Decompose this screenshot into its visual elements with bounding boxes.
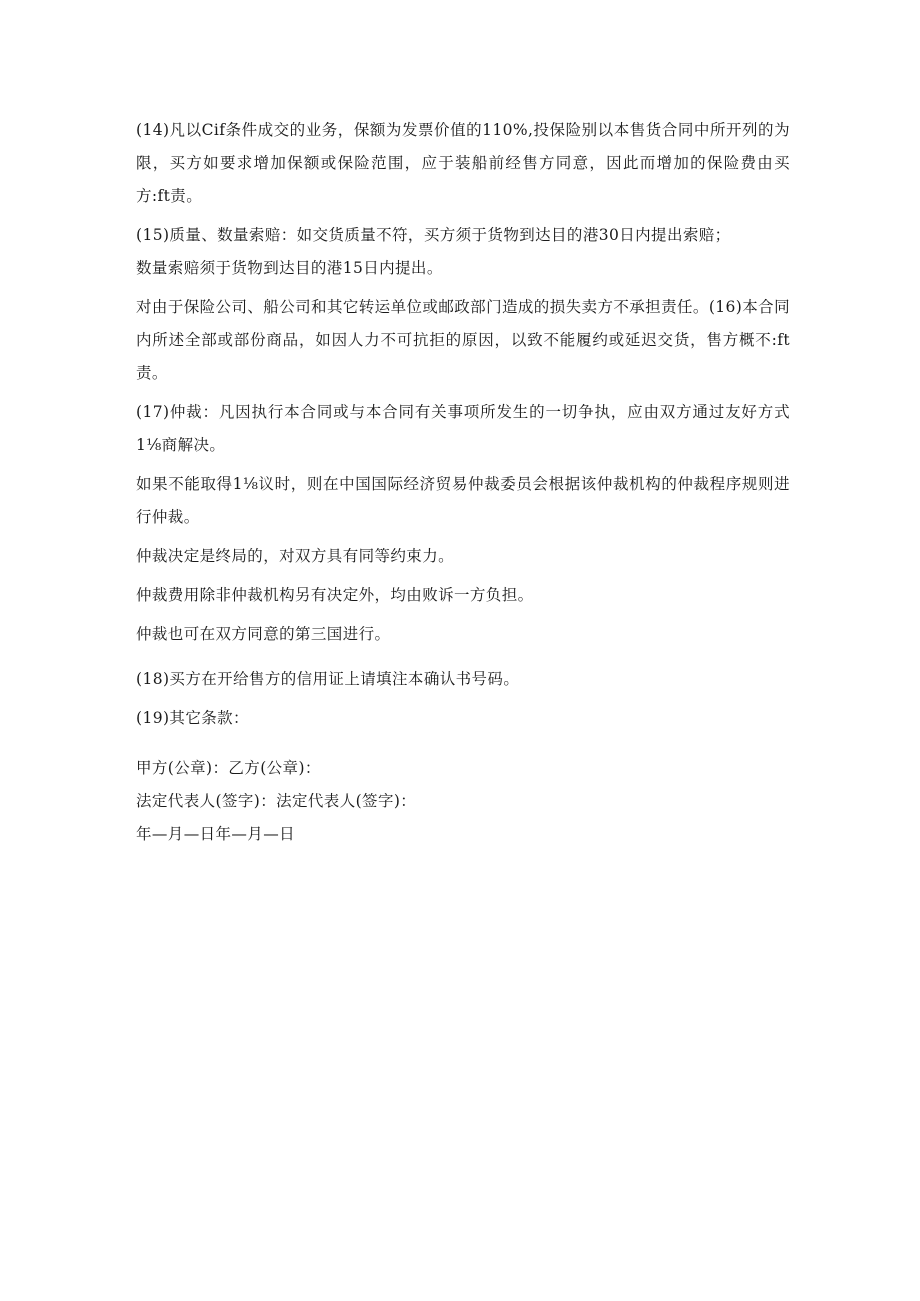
clause-17-arbitration-rules: 如果不能取得1⅛议时，则在中国国际经济贸易仲裁委员会根据该仲裁机构的仲裁程序规则进行仲裁。 xyxy=(136,475,790,526)
clause-17-arbitration-final: 仲裁决定是终局的，对双方具有同等约束力。 xyxy=(136,547,455,565)
representative-signature-line: 法定代表人(签字)：法定代表人(签字)： xyxy=(136,792,417,810)
clause-18-letter-of-credit: (18)买方在开给售方的信用证上请填注本确认书号码。 xyxy=(136,670,520,688)
date-line: 年—月—日年—月—日 xyxy=(136,825,296,843)
contract-clauses xyxy=(136,114,790,735)
clause-17-arbitration: (17)仲裁：凡因执行本合同或与本合同有关事项所发生的一切争执，应由双方通过友好方式1⅛商解决。 xyxy=(136,403,790,454)
clause-19-other-terms: (19)其它条款： xyxy=(136,709,249,727)
clause-14-insurance: (14)凡以Cif条件成交的业务，保额为发票价值的110%,投保险别以本售货合同中所开列的为限，买方如要求增加保额或保险范围，应于装船前经售方同意，因此而增加的保险费由买方:ft责。 xyxy=(136,121,790,205)
clause-16-force-majeure: 对由于保险公司、船公司和其它转运单位或邮政部门造成的损失卖方不承担责任。(16)本合同内所述全部或部份商品，如因人力不可抗拒的原因，以致不能履约或延迟交货，售方概不:ft责。 xyxy=(136,298,790,382)
clause-15-claims: (15)质量、数量索赔：如交货质量不符，买方须于货物到达目的港30日内提出索赔； xyxy=(136,226,731,244)
clause-15-quantity-claims: 数量索赔须于货物到达目的港15日内提出。 xyxy=(136,259,443,277)
clause-17-arbitration-third-country: 仲裁也可在双方同意的第三国进行。 xyxy=(136,625,391,643)
signature-block xyxy=(136,752,790,851)
clause-17-arbitration-fees: 仲裁费用除非仲裁机构另有决定外，均由败诉一方负担。 xyxy=(136,586,534,604)
party-seal-line: 甲方(公章)：乙方(公章)： xyxy=(136,759,321,777)
